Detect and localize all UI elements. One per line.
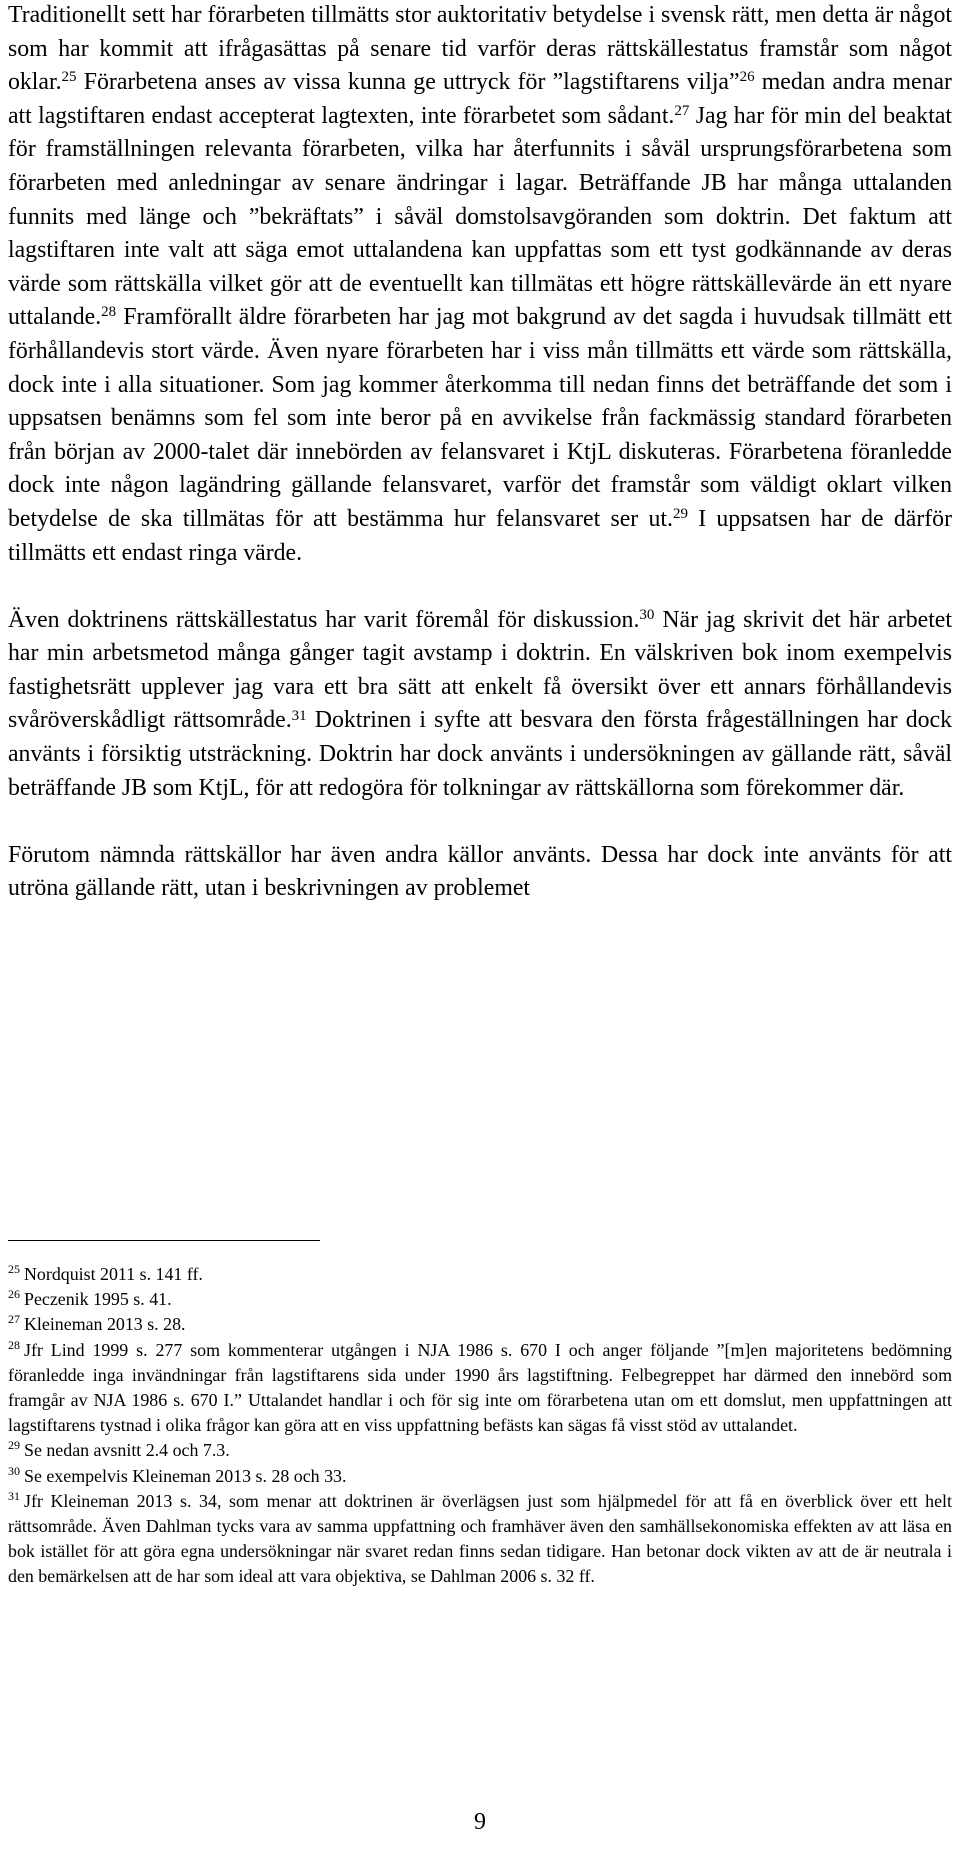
footnote-ref-29: 29 [672,505,688,522]
paragraph-3 [8,839,952,906]
footnote-29 [8,1438,952,1463]
footnote-number: 31 [8,1488,20,1503]
footnote-number: 29 [8,1438,20,1453]
footnote-ref-26: 26 [739,69,755,86]
footnote-ref-30: 30 [639,606,655,623]
footnote-separator [8,1240,320,1241]
text-run: När jag skrivit det här arbetet har min arbetsmetod många gånger tagit avstamp i doktrin. En välskriven bok inom exempelvis fastighetsrätt upplever jag vara ett bra sätt att enkelt få översikt över ett annars förhållandevis svåröverskådligt rättsområde. [8,606,952,734]
footnote-text: Se exempelvis Kleineman 2013 s. 28 och 33. [24,1465,347,1486]
footnote-text: Peczenik 1995 s. 41. [24,1289,172,1310]
footnote-27 [8,1312,952,1337]
footnote-30 [8,1464,952,1489]
footnote-text: Jfr Kleineman 2013 s. 34, som menar att doktrinen är överlägsen just som hjälpmedel för att få en överblick över ett helt rättsområde. Även Dahlman tycks vara av samma uppfattning och framhäver även den samhällsekonomiska effekten av att läsa en bok istället för att göra egna undersökningar när svaret redan finns sedan tidigare. Han betonar dock vikten av att de är neutrala i den bemärkelsen att de har som ideal att vara objektiva, se Dahlman 2006 s. 32 ff. [8,1490,952,1587]
text-run: Jag har för min del beaktat för framställningen relevanta förarbeten, vilka har återfunnits i såväl ursprungsförarbetena som förarbeten med anledningar av senare ändringar i lagar. Beträffande JB har många uttalanden funnits med länge och ”bekräftats” i såväl domstolsavgöranden som doktrin. Det faktum att lagstiftaren inte valt att säga emot uttalandena kan uppfattas som ett tyst godkännande av deras värde som rättskälla vilket gör att de eventuellt kan tillmätas ett högre rättskällevärde än ett nyare uttalande. [8,102,952,331]
text-run: I uppsatsen har de därför tillmätts ett endast ringa värde. [8,505,952,566]
text-run: medan andra menar att lagstiftaren endast accepterat lagtexten, inte förarbetet som sådant. [8,69,952,129]
footnote-ref-31: 31 [291,707,307,724]
footnote-number: 25 [8,1262,20,1277]
text-run: Även doktrinens rättskällestatus har varit föremål för diskussion. [8,606,640,633]
footnote-text: Jfr Lind 1999 s. 277 som kommenterar utgången i NJA 1986 s. 670 I och anger följande ”[m]en majoritetens bedömning föranledde inga invändningar från lagstiftarens sida under 1990 års lagstiftning. Felbegreppet har därmed den innebörd som framgår av NJA 1986 s. 670 I.” Uttalandet handlar i och för sig inte om förarbetena utan om ett domslut, men uppfattningen att lagstiftarens tystnad i olika frågor kan göra att en viss uppfattning befästs kan sägas få visst stöd av uttalandet. [8,1339,952,1436]
footnote-31 [8,1489,952,1590]
footnote-text: Se nedan avsnitt 2.4 och 7.3. [24,1440,230,1461]
footnote-25 [8,1262,952,1287]
text-run: Framförallt äldre förarbeten har jag mot bakgrund av det sagda i huvudsak tillmätt ett förhållandevis stort värde. Även nyare förarbeten har i viss mån tillmätts ett värde som rättskälla, dock inte i alla situationer. Som jag kommer återkomma till nedan finns det beträffande det som i uppsatsen benämns som fel som inte beror på en avvikelse från fackmässig standard förarbeten från början av 2000-talet där innebörden av felansvaret i KtjL diskuteras. Förarbetena föranledde dock inte någon lagändring gällande felansvaret, varför det framstår som väldigt oklart vilken betydelse de ska tillmätas för att bestämma hur felansvaret ser ut. [8,304,952,532]
footnote-26 [8,1287,952,1312]
footnote-ref-28: 28 [101,304,117,321]
footnote-number: 26 [8,1287,20,1302]
footnote-number: 27 [8,1312,20,1327]
footnote-ref-27: 27 [674,102,690,119]
page-number: 9 [474,1809,486,1835]
footnote-28 [8,1338,952,1439]
text-run: Förutom nämnda rättskällor har även andra källor använts. Dessa har dock inte använts för att utröna gällande rätt, utan i beskrivningen av problemet [8,841,952,902]
text-run: Doktrinen i syfte att besvara den första frågeställningen har dock använts i försiktig utsträckning. Doktrin har dock använts i undersökningen av gällande rätt, såväl beträffande JB som KtjL, för att redogöra för tolkningar av rättskällorna som förekommer där. [8,707,952,801]
footnote-number: 30 [8,1463,20,1478]
footnote-text: Nordquist 2011 s. 141 ff. [24,1264,203,1284]
footnotes [8,1262,952,1590]
footnote-text: Kleineman 2013 s. 28. [24,1314,186,1335]
footnote-number: 28 [8,1337,20,1352]
paragraph-1 [8,0,952,570]
footnote-ref-25: 25 [61,69,77,86]
paragraph-2 [8,604,952,806]
body-text [8,0,952,906]
text-run: Förarbetena anses av vissa kunna ge uttryck för ”lagstiftarens vilja” [76,69,740,96]
text-run: Traditionellt sett har förarbeten tillmätts stor auktoritativ betydelse i svensk rätt, men detta är något som har kommit att ifrågasättas på senare tid varför deras rättskällestatus framstår som något oklar. [8,2,952,96]
